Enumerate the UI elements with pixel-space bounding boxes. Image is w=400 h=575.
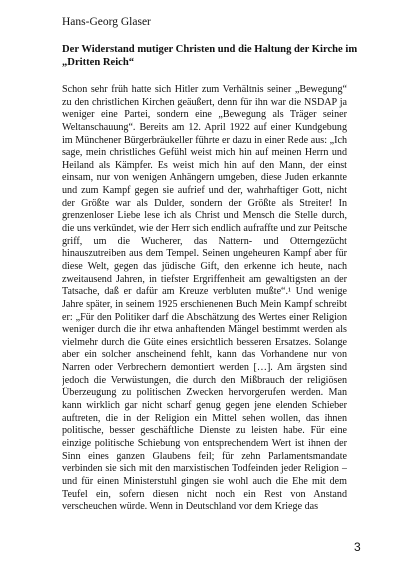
body-line: Narren oder Verbrechern demontiert werden […]. Am ärgsten sind (62, 362, 347, 374)
body-line: die uns verkündet, wie der Herr sich endlich aufraffte und zur Peitsche (62, 223, 347, 235)
body-line: im Münchener Bürgerbräukeller führte er dazu in einer Rede aus: „Ich (62, 134, 347, 146)
body-line: Heiland als Kämpfer. Es weist mich hin auf den Mann, der einst (62, 159, 347, 171)
chapter-title-line: Der Widerstand mutiger Christen und die Haltung der Kirche im (62, 44, 358, 55)
body-line: jedoch die Verwüstungen, die durch den Mißbrauch der religiösen (62, 374, 347, 386)
body-line: Tatsache, daß er dafür am Kreuze verbluten mußte“.¹ Und wenige (62, 286, 347, 298)
body-line: hinauszutreiben aus dem Tempel. Seinen ungeheuren Kampf aber für (62, 248, 347, 260)
body-line: Schon sehr früh hatte sich Hitler zum Verhältnis seiner „Bewegung“ (62, 84, 347, 95)
body-line: politische, besser geschäftliche Dienste zu leisten habe. Für eine (62, 425, 347, 437)
body-line: Sinn eines ganzen Glaubens feil; für zehn Parlamentsmandate (62, 450, 347, 462)
body-line: auftreten, die in der Religion ein Mittel sehen wollen, das ihnen (62, 412, 347, 424)
author-name: Hans-Georg Glaser (62, 16, 151, 28)
body-line: aber ein solcher anscheinend fehlt, kann das Vorhandene nur von (62, 349, 347, 361)
body-line: vielmehr durch die Güte eines ersichtlich besseren Ersatzes. Solange (62, 336, 347, 348)
body-paragraph (62, 84, 347, 514)
body-line: verscheuchen würde. Wenn in Deutschland vor dem Kriege das (62, 501, 319, 513)
body-line: Jahre später, in seinem 1925 erschienenen Buch Mein Kampf schreibt (62, 298, 347, 310)
body-line: kann wirklich gar nicht scharf genug gegen jene elenden Schieber (62, 400, 347, 412)
body-line: zu den christlichen Kirchen geäußert, denn für ihn war die NSDAP ja (62, 96, 347, 108)
body-line: er: „Für den Politiker darf die Abschätzung des Wertes einer Religion (62, 311, 347, 323)
body-line: grenzenloser Liebe lese ich als Christ und Mensch die Stelle durch, (62, 210, 347, 222)
body-line: weniger eine Partei, sondern eine „Bewegung als Träger seiner (62, 109, 347, 121)
body-line: und für einen Ministerstuhl gingen sie wohl auch die Ehe mit dem (62, 475, 347, 487)
page-number: 3 (354, 540, 361, 554)
body-line: einzige politische Schiebung von entsprechendem Wert ist ihnen der (62, 437, 347, 449)
body-line: diese Welt, gegen das jüdische Gift, den erkenne ich heute, nach (62, 260, 347, 272)
body-line: griff, um die Wucherer, das Nattern- und Otterngezücht (62, 235, 347, 247)
body-line: einsam, nur von wenigen Anhängern umgeben, diese Juden erkannte (62, 172, 347, 184)
body-line: verbinden sie sich mit den marxistischen Todfeinden jeder Religion – (62, 463, 347, 475)
body-line: Teufel ein, sofern diesen nicht noch ein Rest von Anstand (62, 488, 347, 500)
body-line: sage, mein christliches Gefühl weist mich hin auf meinen Herrn und (62, 147, 347, 159)
chapter-title (62, 43, 358, 70)
body-line: Weltanschauung“. Bereits am 12. April 1922 auf einer Kundgebung (62, 121, 347, 133)
body-line: weniger durch die ihr etwa anhaftenden Mängel bestimmt werden als (62, 324, 347, 336)
body-line: zweitausend Jahren, in tiefster Ergriffenheit am gewaltigsten an der (62, 273, 347, 285)
body-line: und zum Kampf gegen sie aufrief und der, wahrhaftiger Gott, nicht (62, 185, 347, 197)
chapter-title-line: „Dritten Reich“ (62, 57, 135, 69)
body-line: Überzeugung zu politischen Zwecken hervorgerufen werden. Man (62, 387, 347, 399)
body-line: der Größte war als Dulder, sondern der Größte als Streiter! In (62, 197, 347, 209)
